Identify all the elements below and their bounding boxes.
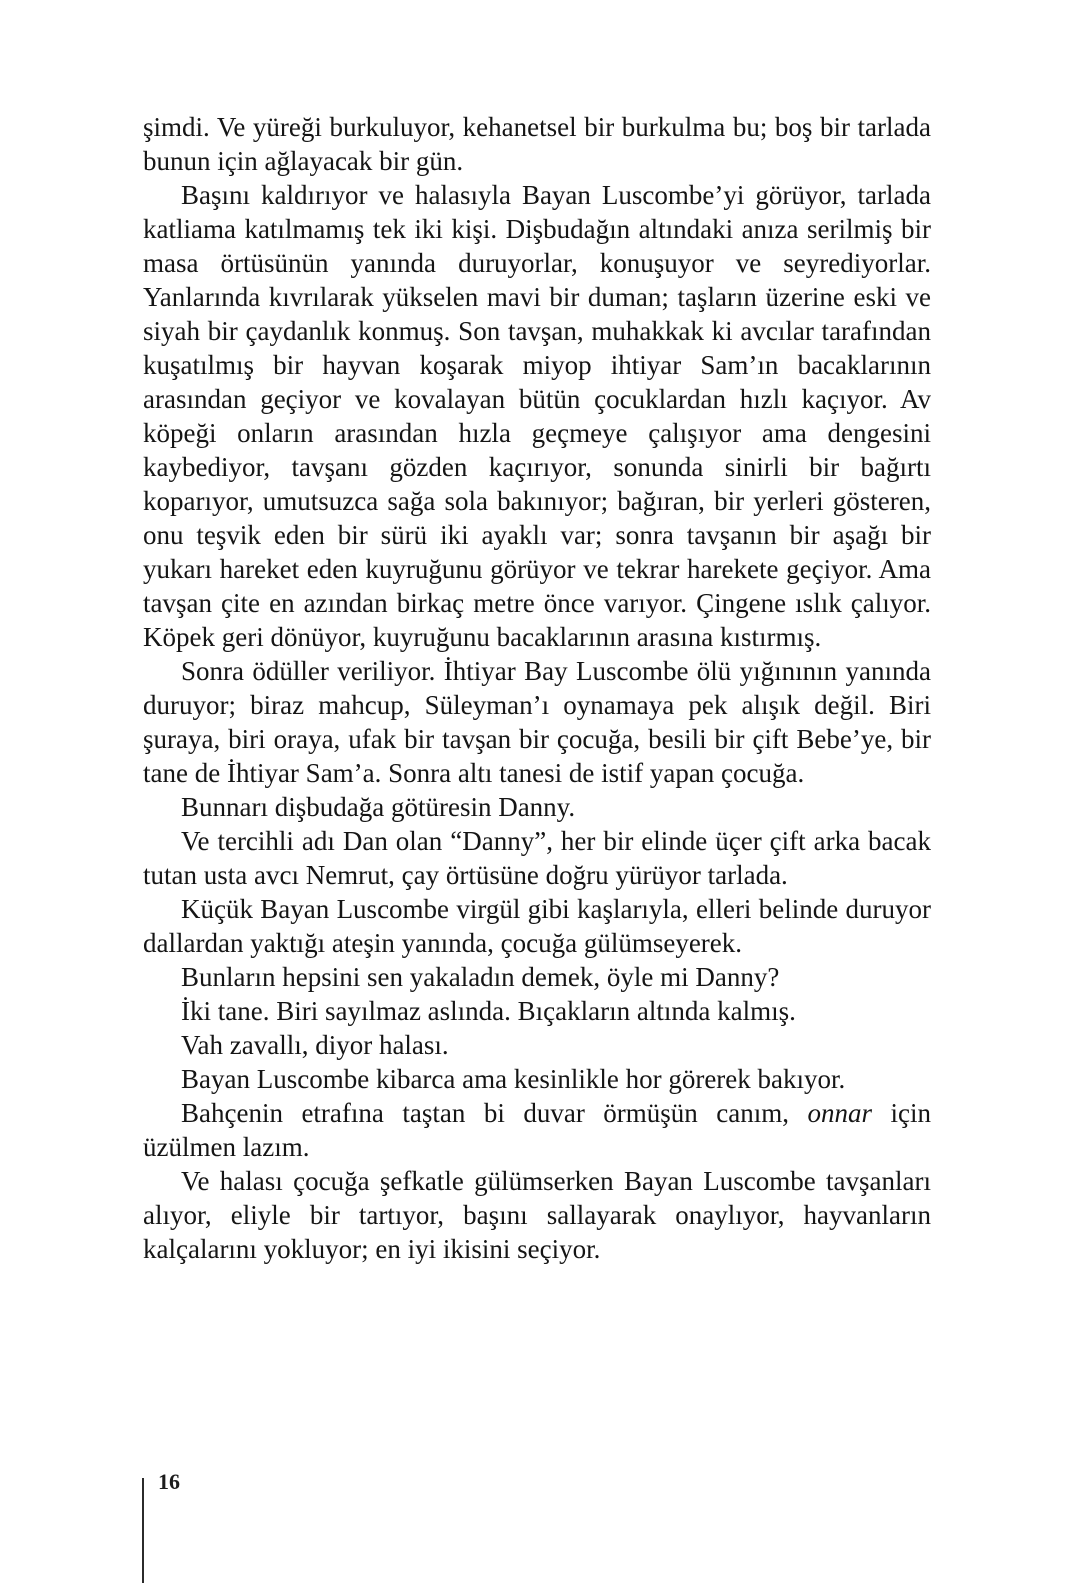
paragraph-text: Bahçenin etrafına taştan bi duvar örmüşün canım, [181,1098,808,1128]
paragraph: Ve tercihli adı Dan olan “Danny”, her bir elinde üçer çift arka bacak tutan usta avcı Nemrut, çay örtüsüne doğru yürüyor tarlada. [143,826,931,890]
body-text [143,110,931,1266]
italic-word: onnar [807,1098,873,1128]
paragraph: Vah zavallı, diyor halası. [181,1030,449,1060]
page-number: 16 [158,1469,180,1494]
paragraph: Ve halası çocuğa şefkatle gülümserken Bayan Luscombe tavşanları alıyor, eliyle bir tartıyor, başını sallayarak onaylıyor, hayvanların kalçalarını yokluyor; en iyi ikisini seçiyor. [143,1166,931,1264]
paragraph: Sonra ödüller veriliyor. İhtiyar Bay Luscombe ölü yığınının yanında duruyor; biraz mahcup, Süleyman’ı oynamaya pek alışık değil. Biri şuraya, biri oraya, ufak bir tavşan bir çocuğa, besili bir çift Bebe’ye, bir tane de İhtiyar Sam’a. Sonra altı tanesi de istif yapan çocuğa. [143,656,931,788]
footer-rule [142,1478,144,1583]
paragraph [143,1096,931,1164]
paragraph: Bayan Luscombe kibarca ama kesinlikle hor görerek bakıyor. [181,1064,846,1094]
paragraph: Bunnarı dişbudağa götüresin Danny. [181,792,576,822]
paragraph: şimdi. Ve yüreği burkuluyor, kehanetsel bir burkulma bu; boş bir tarlada bunun için ağlayacak bir gün. [143,112,931,176]
paragraph: Küçük Bayan Luscombe virgül gibi kaşlarıyla, elleri belinde duruyor dallardan yaktığı ateşin yanında, çocuğa gülümseyerek. [143,894,931,958]
paragraph: Bunların hepsini sen yakaladın demek, öyle mi Danny? [181,962,780,992]
paragraph-text: için üzülmen lazım. [143,1098,931,1162]
paragraph: Başını kaldırıyor ve halasıyla Bayan Luscombe’yi görüyor, tarlada katliama katılmamış tek iki kişi. Dişbudağın altındaki anıza serilmiş bir masa örtüsünün yanında duruyorlar, konuşuyor ve seyrediyorlar. Yanlarında kıvrılarak yükselen mavi bir duman; taşların üzerine eski ve siyah bir çaydanlık konmuş. Son tavşan, muhakkak ki avcılar tarafından kuşatılmış bir hayvan koşarak miyop ihtiyar Sam’ın bacaklarının arasından geçiyor ve kovalayan bütün çocuklardan hızlı kaçıyor. Av köpeği onların arasından hızla geçmeye çalışıyor ama dengesini kaybediyor, tavşanı gözden kaçırıyor, sonunda sinirli bir bağırtı koparıyor, umutsuzca sağa sola bakınıyor; bağıran, bir yerleri gösteren, onu teşvik eden bir sürü iki ayaklı var; sonra tavşanın bir aşağı bir yukarı hareket eden kuyruğunu görüyor ve tekrar harekete geçiyor. Ama tavşan çite en azından birkaç metre önce varıyor. Çingene ıslık çalıyor. Köpek geri dönüyor, kuyruğunu bacaklarının arasına kıstırmış. [143,180,931,652]
paragraph: İki tane. Biri sayılmaz aslında. Bıçakların altında kalmış. [181,996,796,1026]
